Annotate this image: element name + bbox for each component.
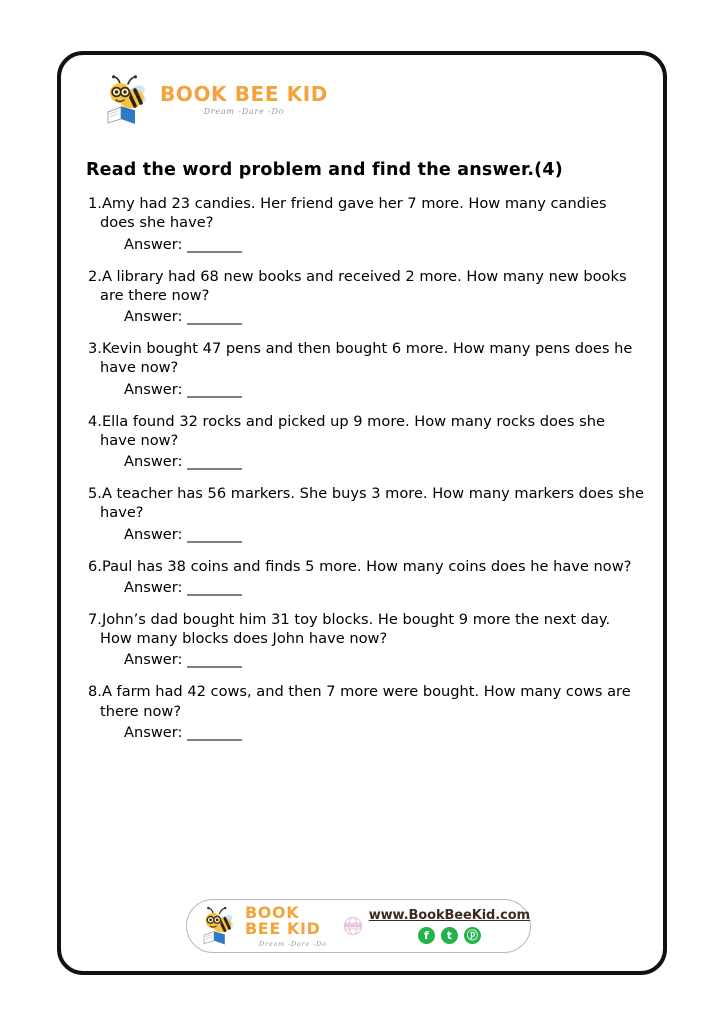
question-text [88, 267, 644, 306]
question-number: 5. [88, 485, 102, 502]
question-text [88, 610, 644, 649]
question-body: John’s dad bought him 31 toy blocks. He bought 9 more the next day. How many blocks does John have now? [100, 610, 611, 647]
question-item [88, 267, 644, 326]
answer-blank[interactable]: ________ [187, 380, 242, 398]
question-number: 2. [88, 267, 102, 285]
footer-logo [201, 902, 341, 948]
answer-label: Answer: [124, 308, 183, 325]
answer-label: Answer: [124, 453, 183, 470]
question-body: Kevin bought 47 pens and then bought 6 more. How many pens does he have now? [100, 340, 633, 377]
header-logo-textblock [160, 84, 328, 116]
answer-blank[interactable]: ________ [187, 308, 242, 325]
question-item [88, 412, 644, 471]
answer-label: Answer: [124, 723, 183, 741]
footer-contact-block [343, 908, 530, 944]
question-text [88, 484, 644, 523]
facebook-icon[interactable]: f [418, 927, 435, 944]
twitter-icon[interactable]: t [441, 927, 458, 944]
website-url-link[interactable]: www.BookBeeKid.com [368, 908, 530, 923]
question-body: Paul has 38 coins and finds 5 more. How many coins does he have now? [101, 557, 632, 575]
answer-line[interactable] [88, 308, 644, 325]
answer-label: Answer: [124, 380, 183, 398]
question-item [88, 682, 644, 741]
question-item [88, 339, 644, 398]
question-body: A farm had 42 cows, and then 7 more were bought. How many cows are there now? [100, 683, 631, 720]
question-number: 3. [88, 340, 102, 357]
question-list [88, 194, 644, 755]
pinterest-icon[interactable]: ⓟ [464, 927, 481, 944]
question-item [88, 610, 644, 669]
social-links [418, 927, 481, 944]
question-number: 6. [88, 557, 102, 575]
answer-line[interactable] [88, 381, 644, 398]
answer-label: Answer: [124, 651, 183, 669]
answer-blank[interactable]: ________ [187, 578, 242, 596]
question-text [88, 194, 644, 233]
answer-blank[interactable]: ________ [187, 651, 242, 669]
answer-line[interactable] [88, 453, 644, 470]
bee-with-book-icon [104, 74, 156, 126]
question-item [88, 484, 644, 543]
question-item [88, 194, 644, 253]
footer-branding-bar [186, 899, 531, 953]
footer-logo-tagline: Dream -Dare -Do [258, 939, 327, 948]
svg-text:WWW: WWW [344, 923, 362, 930]
answer-blank[interactable]: ________ [187, 525, 242, 543]
question-number: 7. [88, 610, 102, 628]
header-logo-tagline: Dream -Dare -Do [203, 107, 285, 116]
question-text [88, 412, 644, 451]
answer-blank[interactable]: ________ [187, 723, 242, 741]
worksheet-title: Read the word problem and find the answer.(4) [86, 160, 563, 180]
answer-label: Answer: [124, 578, 183, 596]
www-globe-icon [343, 916, 363, 936]
footer-logo-textblock [245, 902, 341, 948]
footer-link-column [369, 908, 530, 944]
answer-blank[interactable]: ________ [187, 453, 242, 470]
question-text [88, 557, 644, 576]
answer-line[interactable] [88, 651, 644, 668]
footer-logo-title: BOOK BEE KID [245, 902, 321, 938]
question-number: 1. [88, 195, 102, 212]
answer-label: Answer: [124, 235, 183, 253]
answer-line[interactable] [88, 724, 644, 741]
answer-line[interactable] [88, 236, 644, 253]
question-text [88, 339, 644, 378]
question-item [88, 557, 644, 596]
header-logo [104, 72, 328, 128]
question-text [88, 682, 644, 721]
question-number: 8. [88, 683, 102, 701]
answer-line[interactable] [88, 526, 644, 543]
question-body: Ella found 32 rocks and picked up 9 more. How many rocks does she have now? [100, 412, 605, 449]
question-body: Amy had 23 candies. Her friend gave her 7 more. How many candies does she have? [100, 195, 607, 232]
question-number: 4. [88, 412, 102, 430]
bee-with-book-icon [201, 906, 241, 946]
question-body: A library had 68 new books and received 2 more. How many new books are there now? [100, 267, 627, 304]
header-logo-title: BOOK BEE KID [160, 82, 328, 106]
answer-label: Answer: [124, 525, 183, 543]
question-body: A teacher has 56 markers. She buys 3 more. How many markers does she have? [100, 485, 644, 522]
answer-blank[interactable]: ________ [187, 235, 242, 253]
answer-line[interactable] [88, 579, 644, 596]
